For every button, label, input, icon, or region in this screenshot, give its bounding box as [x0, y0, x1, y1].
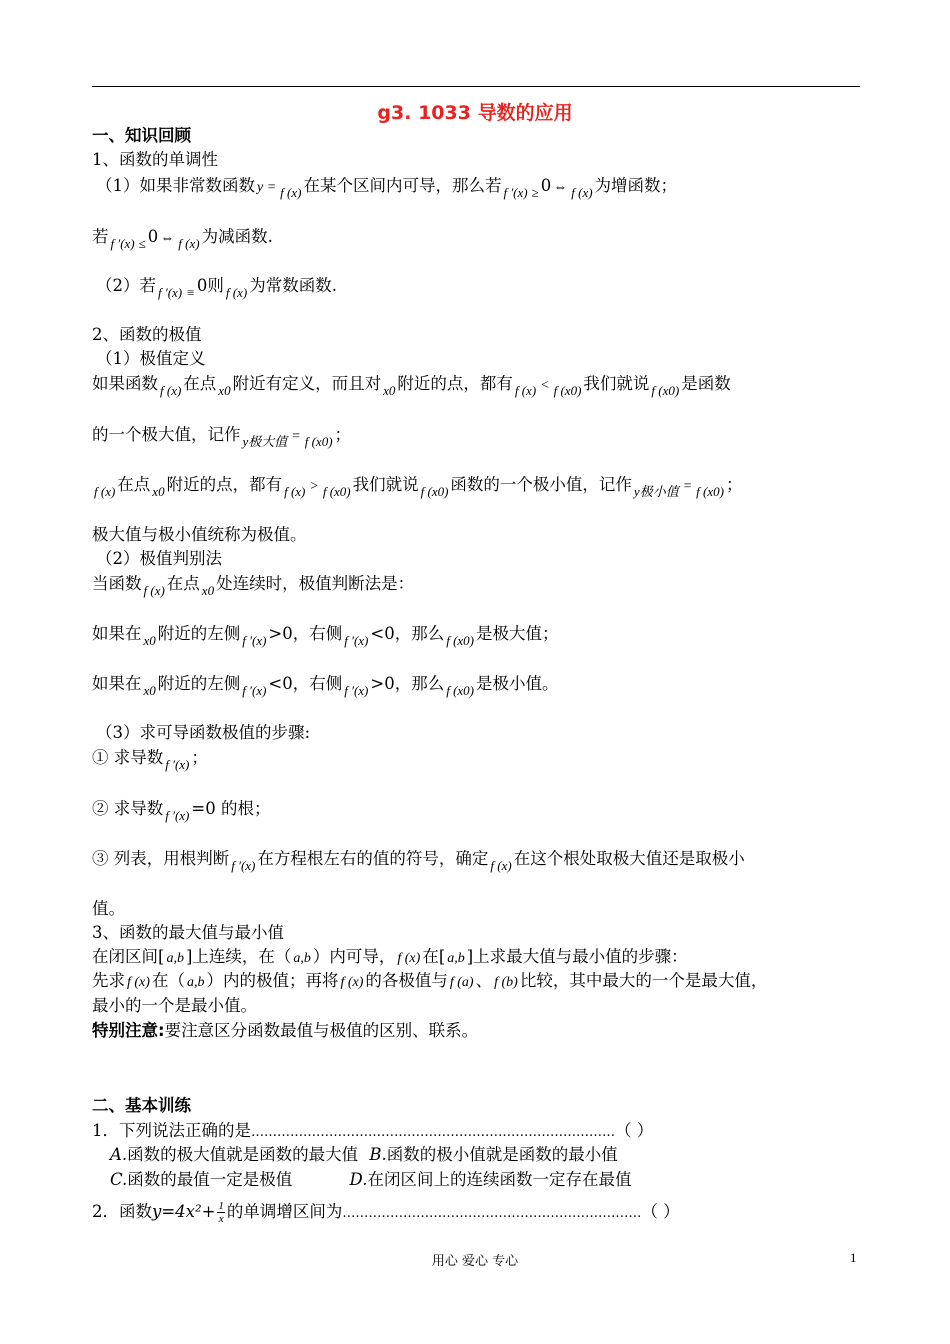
- header-rule: [92, 86, 860, 87]
- question-1-options-ab: A.函数的极大值就是函数的最大值 B.函数的极小值就是函数的最小值: [110, 1145, 618, 1164]
- special-note: 特别注意:要注意区分函数最值与极值的区别、联系。: [92, 1021, 479, 1040]
- extrema-test-heading: （2）极值判别法: [96, 549, 222, 568]
- step-3-continued: 值。: [92, 899, 125, 918]
- question-1: 1．下列说法正确的是…………………………………………………………………………（ ）: [92, 1121, 654, 1140]
- max-min-line-3: 最小的一个是最小值。: [92, 996, 257, 1015]
- footer-text: 用心 爱心 专心: [431, 1254, 519, 1269]
- extrema-definition-heading: （1）极值定义: [96, 349, 206, 368]
- extrema-line-2: 的一个极大值，记作 $_{y极大值}$ = $_{f (x0)}$ ；: [92, 425, 352, 449]
- fraction-one-over-x: $\frac{1}{x}$: [218, 1200, 224, 1225]
- extrema-test-line: 当函数 $_{f (x)}$ 在点 $_{x0}$ 处连续时，极值判断法是：: [92, 574, 415, 598]
- section-heading-training: 二、基本训练: [92, 1096, 191, 1115]
- extrema-line-4: 极大值与极小值统称为极值。: [92, 525, 307, 544]
- subheading-max-min: 3、函数的最大值与最小值: [92, 923, 284, 942]
- extrema-line-1: 如果函数 $_{f (x)}$ 在点 $_{x0}$ 附近有定义，而且对 $_{x0}$ 附近的点，都有 $_{f (x)}$ < $_{f (x0)}$ 我们就说 $_{f (x0)}$ 是函数: [92, 374, 731, 398]
- page-number: 1: [850, 1250, 857, 1265]
- extrema-min-rule: 如果在 $_{x0}$ 附近的左侧 $_{f '(x)}$ <0，右侧 $_{f '(x)}$ >0，那么 $_{f (x0)}$ 是极小值。: [92, 674, 559, 698]
- subheading-extrema: 2、函数的极值: [92, 325, 202, 344]
- step-1: ① 求导数 $_{f '(x)}$ ；: [92, 748, 208, 772]
- step-3: ③ 列表，用根判断 $_{f '(x)}$ 在方程根左右的值的符号，确定 $_{f (x)}$ 在这个根处取极大值还是取极小: [92, 849, 745, 873]
- section-heading-review: 一、知识回顾: [92, 126, 191, 145]
- extrema-max-rule: 如果在 $_{x0}$ 附近的左侧 $_{f '(x)}$ >0，右侧 $_{f '(x)}$ <0，那么 $_{f (x0)}$ 是极大值；: [92, 624, 559, 648]
- max-min-line-1: 在闭区间[ a,b ]上连续，在（ a,b ）内可导， f (x) 在[ a,b ]上求最大值与最小值的步骤：: [92, 947, 688, 966]
- question-2: 2．函数y=4x²+ $\frac{1}{x}$ 的单调增区间为……………………………………………………………（ ）: [92, 1200, 680, 1225]
- page-title: g3. 1033 导数的应用: [377, 102, 573, 124]
- mono-line-3: （2）若 $_{f '(x)}$ $_\equiv$ 0则 $_{f (x)}$ 为常数函数.: [96, 276, 337, 300]
- subheading-monotonicity: 1、函数的单调性: [92, 150, 218, 169]
- mono-line-1: （1）如果非常数函数 y = $_{f (x)}$ 在某个区间内可导，那么若 $_{f '(x)}$ $_\ge$ 0 ⇔ $_{f (x)}$ 为增函数；: [96, 176, 678, 200]
- max-min-line-2: 先求 f (x) 在（ a,b ）内的极值；再将 f (x) 的各极值与 f (a) 、 f (b) 比较，其中最大的一个是最大值，: [92, 971, 768, 990]
- steps-heading: （3）求可导函数极值的步骤:: [96, 723, 311, 742]
- extrema-line-3: $_{f (x)}$ 在点 $_{x0}$ 附近的点，都有 $_{f (x)}$ > $_{f (x0)}$ 我们就说 $_{f (x0)}$ 函数的一个极小值，记作 $_{y极小值}$ = $_{f (x0)}$ ；: [94, 475, 743, 499]
- step-2: ② 求导数 $_{f '(x)}$ =0 的根；: [92, 799, 271, 823]
- question-1-options-cd: C.函数的最值一定是极值 D.在闭区间上的连续函数一定存在最值: [110, 1170, 632, 1189]
- mono-line-2: 若 $_{f '(x)}$ $_\le$ 0 ⇔ $_{f (x)}$ 为减函数.: [92, 227, 273, 251]
